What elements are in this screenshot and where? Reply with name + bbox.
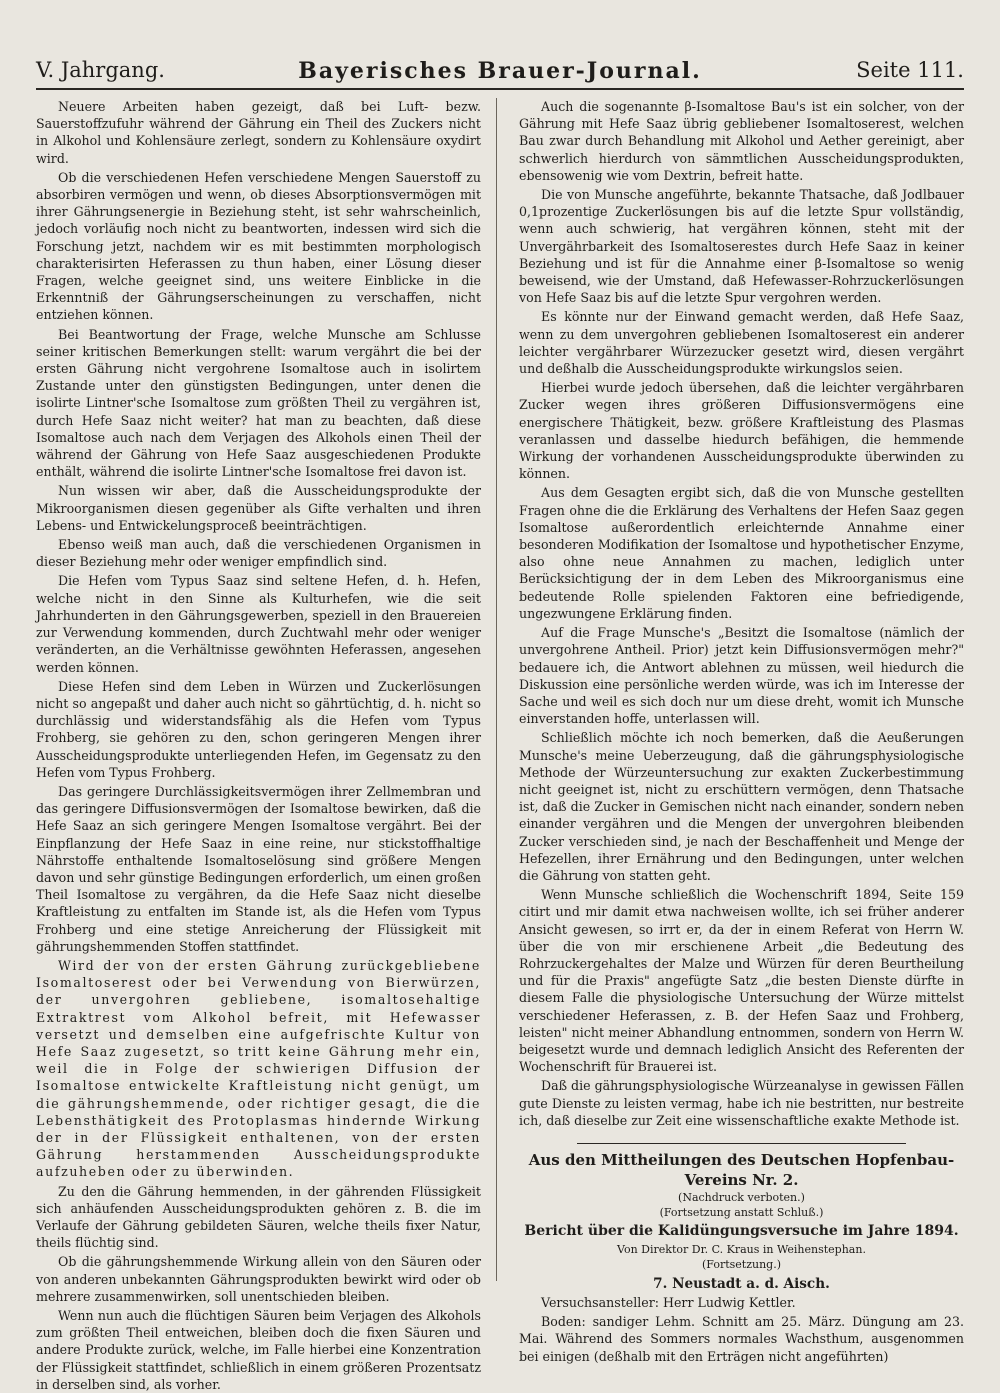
report-title: Bericht über die Kalidüngungsversuche im Jahre 1894. [524,1222,959,1239]
paragraph: Bei Beantwortung der Frage, welche Munsche am Schlusse seiner kritischen Bemerkungen stellt: warum vergährt die bei der ersten Gährung nicht vergohrene Isomaltose auch in isolirtem Zustande unter den günstigsten Bedingungen, unter denen die isolirte Lintner'sche Isomaltose zum größten Theil zu vergähren ist, durch Hefe Saaz nicht weiter? hat man zu beachten, daß diese Isomaltose auch nach dem Verjagen des Alkohols einen Theil der während der Gährung von Hefe Saaz ausgeschiedenen Produkte enthält, während die isolirte Lintner'sche Isomaltose frei davon ist. [36,326,481,480]
reprint-note: (Nachdruck verboten.) [678,1190,805,1204]
author-line: Von Direktor Dr. C. Kraus in Weihenstephan. [617,1242,866,1256]
left-column [36,98,481,1392]
paragraph: Wird der von der ersten Gährung zurückgebliebene Isomaltoserest oder bei Verwendung von Bierwürzen, der unvergohren gebliebene, isomaltosehaltige Extraktrest vom Alkohol befreit, mit Hefewasser versetzt und demselben eine aufgefrischte Kultur von Hefe Saaz zugesetzt, so tritt keine Gährung mehr ein, weil die in Folge der schwierigen Diffusion der Isomaltose entwickelte Kraftleistung nicht genügt, um die gährungshemmende, oder richtiger gesagt, die die Lebensthätigkeit des Protoplasmas hindernde Wirkung der in der Flüssigkeit enthaltenen, von der ersten Gährung herstammenden Ausscheidungsprodukte aufzuheben oder zu überwinden. [36,957,481,1180]
column-rule [496,98,497,1281]
right-column [519,98,964,1364]
continuation-note: (Fortsetzung anstatt Schluß.) [659,1205,824,1219]
paragraph: Zu den die Gährung hemmenden, in der gährenden Flüssigkeit sich anhäufenden Ausscheidungsprodukten gehören z. B. die im Verlaufe der Gährung gebildeten Säuren, welche theils fixer Natur, theils flüchtig sind. [36,1183,481,1251]
continuation-note: (Fortsetzung.) [702,1257,781,1271]
paragraph: Auch die sogenannte β-Isomaltose Bau's ist ein solcher, von der Gährung mit Hefe Saaz übrig gebliebener Isomaltoserest, welchen Bau zwar durch Behandlung mit Alkohol und Aether gereinigt, aber schwerlich hierdurch von sämmtlichen Ausscheidungsprodukten, ebensowenig wie vom Dextrin, befreit hatte. [519,99,964,183]
paragraph: Es könnte nur der Einwand gemacht werden, daß Hefe Saaz, wenn zu dem unvergohren gebliebenen Isomaltoserest ein anderer leichter vergährbarer Würzezucker gesetzt wird, diesen vergährt und deßhalb die Ausscheidungsprodukte wirkungslos seien. [519,309,964,377]
paragraph: Wenn Munsche schließlich die Wochenschrift 1894, Seite 159 citirt und mir damit etwa nachweisen wollte, ich sei früher anderer Ansicht gewesen, so irrt er, da der in einem Referat von Herrn W. über die von mir erschienene Arbeit „die Bedeutung des Rohrzuckergehaltes der Malze und Würzen für deren Beurtheilung und für die Praxis" angefügte Satz „die besten Dienste dürfte in diesem Falle die physiologische Untersuchung der Würze mittelst verschiedener Heferassen, z. B. der Hefen Saaz und Frohberg, leisten" nicht meiner Abhandlung entnommen, sondern von Herrn W. beigesetzt wurde und demnach lediglich Ansicht des Referenten der Wochenschrift für Brauerei ist. [519,887,964,1075]
experimenter-line: Versuchsansteller: Herr Ludwig Kettler. [541,1294,796,1310]
location-heading: 7. Neustadt a. d. Aisch. [653,1275,830,1292]
paragraph: Nun wissen wir aber, daß die Ausscheidungsprodukte der Mikroorganismen diesen gegenüber als Gifte verhalten und ihren Lebens- und Entwickelungsproceß beeinträchtigen. [36,483,481,533]
paragraph: Aus dem Gesagten ergibt sich, daß die von Munsche gestellten Fragen ohne die die Erklärung des Verhaltens der Hefen Saaz gegen Isomaltose außerordentlich erleichternde Annahme einer besonderen Modifikation der Isomaltose und hypothetischer Enzyme, also ohne neue Annahmen zu machen, lediglich unter Berücksichtigung der in dem Leben des Mikroorganismus eine bedeutende Rolle spielenden Faktoren eine befriedigende, ungezwungene Erklärung finden. [519,485,964,621]
paragraph: Wenn nun auch die flüchtigen Säuren beim Verjagen des Alkohols zum größten Theil entweichen, bleiben doch die fixen Säuren und andere Produkte zurück, welche, im Falle hierbei eine Konzentration der Flüssigkeit stattfindet, schließlich in einem größeren Prozentsatz in derselben sind, als vorher. [36,1308,481,1392]
paragraph: Auf die Frage Munsche's „Besitzt die Isomaltose (nämlich der unvergohrene Antheil. Prior) jetzt kein Diffusionsvermögen mehr?" bedauere ich, die Antwort ablehnen zu müssen, weil hiedurch die Diskussion eine persönliche werden würde, was ich im Interesse der Sache und weil es sich doch nur um diese dreht, womit ich Munsche einverstanden hoffe, unterlassen will. [519,625,964,727]
journal-title: Bayerisches Brauer-Journal. [298,58,702,84]
paragraph: Neuere Arbeiten haben gezeigt, daß bei Luft- bezw. Sauerstoffzufuhr während der Gährung ein Theil des Zuckers nicht in Alkohol und Kohlensäure zerlegt, sondern zu Kohlensäure oxydirt wird. [36,99,481,166]
paragraph: Ob die verschiedenen Hefen verschiedene Mengen Sauerstoff zu absorbiren vermögen und wenn, ob dieses Absorptionsvermögen mit ihrer Gährungsenergie in Beziehung steht, ist sehr wahrscheinlich, jedoch vorläufig noch nicht zu beantworten, indessen wird sich die Forschung jetzt, nachdem wir es mit bestimmten morphologisch charakterisirten Heferassen zu thun haben, einer Lösung dieser Fragen, welche geeignet sind, uns weitere Einblicke in die Erkenntniß der Gährungserscheinungen zu verschaffen, nicht entziehen können. [36,169,481,323]
section-title: Aus den Mittheilungen des Deutschen Hopfenbau-Vereins Nr. 2. [528,1150,955,1189]
section-divider [577,1143,906,1144]
paragraph: Die von Munsche angeführte, bekannte Thatsache, daß Jodlbauer 0,1prozentige Zuckerlösungen bis auf die letzte Spur vollständig, wenn auch schwierig, hat vergähren können, steht mit der Unvergährbarkeit des Isomaltoserestes durch Hefe Saaz in keiner Beziehung und ist für die Annahme einer β-Isomaltose so wenig beweisend, wie der Umstand, daß Hefewasser-Rohrzuckerlösungen von Hefe Saaz bis auf die letzte Spur vergohren werden. [519,187,964,306]
paragraph: Das geringere Durchlässigkeitsvermögen ihrer Zellmembran und das geringere Diffusionsvermögen der Isomaltose bewirken, daß die Hefe Saaz an sich geringere Mengen Isomaltose vergährt. Bei der Einpflanzung der Hefe Saaz in eine reine, nur stickstoffhaltige Nährstoffe enthaltende Isomaltoselösung sind größere Mengen davon und sehr günstige Bedingungen erforderlich, um einen großen Theil Isomaltose zu vergähren, da die Hefe Saaz nicht dieselbe Kraftleistung zu entfalten im Stande ist, als die Hefen vom Typus Frohberg und eine stetige Anreicherung der Flüssigkeit mit gährungshemmenden Stoffen stattfindet. [36,783,481,954]
paragraph: Die Hefen vom Typus Saaz sind seltene Hefen, d. h. Hefen, welche nicht in den Sinne als Kulturhefen, wie die seit Jahrhunderten in den Gährungsgewerben, speziell in den Brauereien zur Verwendung kommenden, durch Zuchtwahl mehr oder weniger veränderten, an die Verhältnisse gewöhnten Heferassen, angesehen werden können. [36,573,481,675]
paragraph: Ebenso weiß man auch, daß die verschiedenen Organismen in dieser Beziehung mehr oder weniger empfindlich sind. [36,537,481,570]
running-head [36,58,964,90]
paragraph: Ob die gährungshemmende Wirkung allein von den Säuren oder von anderen unbekannten Gährungsprodukten bewirkt wird oder ob mehrere zusammenwirken, soll unentschieden bleiben. [36,1254,481,1304]
paragraph: Diese Hefen sind dem Leben in Würzen und Zuckerlösungen nicht so angepaßt und daher auch nicht so gährtüchtig, d. h. nicht so durchlässig und widerstandsfähig als die Hefen vom Typus Frohberg, sie gehören zu den, schon geringeren Mengen ihrer Ausscheidungsprodukte unterliegenden Hefen, im Gegensatz zu den Hefen vom Typus Frohberg. [36,678,481,780]
page-number: Seite 111. [856,58,964,82]
paragraph: Hierbei wurde jedoch übersehen, daß die leichter vergährbaren Zucker wegen ihres größeren Diffusionsvermögens eine energischere Thätigkeit, bezw. größere Kraftleistung des Plasmas veranlassen und dasselbe hiedurch befähigen, die hemmende Wirkung der vorhandenen Ausscheidungsprodukte überwinden zu können. [519,380,964,482]
volume-label: V. Jahrgang. [36,58,165,82]
paragraph: Schließlich möchte ich noch bemerken, daß die Aeußerungen Munsche's meine Ueberzeugung, daß die gährungsphysiologische Methode der Würzeuntersuchung zur exakten Zuckerbestimmung nicht geeignet ist, nicht zu erschüttern vermögen, denn Thatsache ist, daß die Zucker in Gemischen nicht nach einander, sondern neben einander vergähren und die Mengen der unvergohren bleibenden Zucker verschieden sind, je nach der Beschaffenheit und Menge der Hefezellen, ihrer Ernährung und den Bedingungen, unter welchen die Gährung von statten geht. [519,730,964,883]
paragraph: Daß die gährungsphysiologische Würzeanalyse in gewissen Fällen gute Dienste zu leisten vermag, habe ich nie bestritten, nur bestreite ich, daß dieselbe zur Zeit eine wissenschaftliche exakte Methode ist. [519,1078,964,1128]
text-columns [36,98,964,1392]
paragraph: Boden: sandiger Lehm. Schnitt am 25. März. Düngung am 23. Mai. Während des Sommers normales Wachsthum, ausgenommen bei einigen (deßhalb mit den Erträgen nicht angeführten) [519,1314,964,1364]
